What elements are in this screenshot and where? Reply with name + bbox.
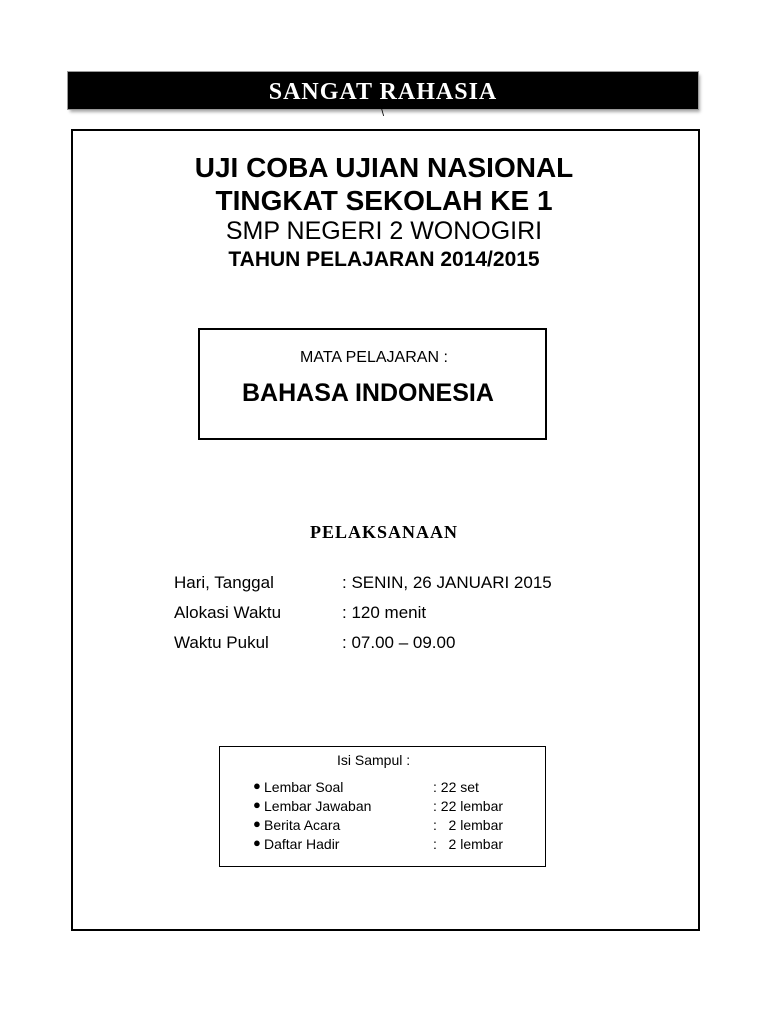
item-name: Daftar Hadir (264, 836, 340, 852)
confidential-label: SANGAT RAHASIA (268, 78, 498, 105)
schedule-label: Alokasi Waktu (174, 603, 282, 622)
bullet-icon: ● (253, 835, 261, 850)
academic-year: TAHUN PELAJARAN 2014/2015 (228, 248, 540, 271)
schedule-label: Waktu Pukul (174, 633, 269, 652)
item-name: Lembar Soal (264, 779, 344, 795)
item-quantity: : 2 lembar (433, 817, 504, 833)
subject-label: MATA PELAJARAN : (300, 349, 448, 366)
schedule-value: : 07.00 – 09.00 (342, 633, 456, 652)
schedule-value: : 120 menit (342, 603, 427, 622)
bullet-icon: ● (253, 816, 261, 831)
item-quantity: : 22 set (433, 779, 479, 795)
bullet-icon: ● (253, 778, 261, 793)
exam-level: TINGKAT SEKOLAH KE 1 (215, 185, 553, 216)
execution-heading: PELAKSANAAN (309, 522, 458, 542)
schedule-label: Hari, Tanggal (174, 573, 274, 592)
exam-title: UJI COBA UJIAN NASIONAL (194, 152, 574, 183)
item-quantity: : 2 lembar (433, 836, 504, 852)
item-name: Berita Acara (264, 817, 341, 833)
stray-mark: \ (381, 107, 385, 119)
schedule-value: : SENIN, 26 JANUARI 2015 (342, 573, 552, 592)
bullet-icon: ● (253, 797, 261, 812)
item-name: Lembar Jawaban (264, 798, 372, 814)
envelope-contents-title: Isi Sampul : (337, 752, 411, 768)
item-quantity: : 22 lembar (433, 798, 504, 814)
subject-name: BAHASA INDONESIA (242, 379, 494, 407)
school-name: SMP NEGERI 2 WONOGIRI (225, 217, 543, 245)
confidential-banner (68, 72, 698, 109)
